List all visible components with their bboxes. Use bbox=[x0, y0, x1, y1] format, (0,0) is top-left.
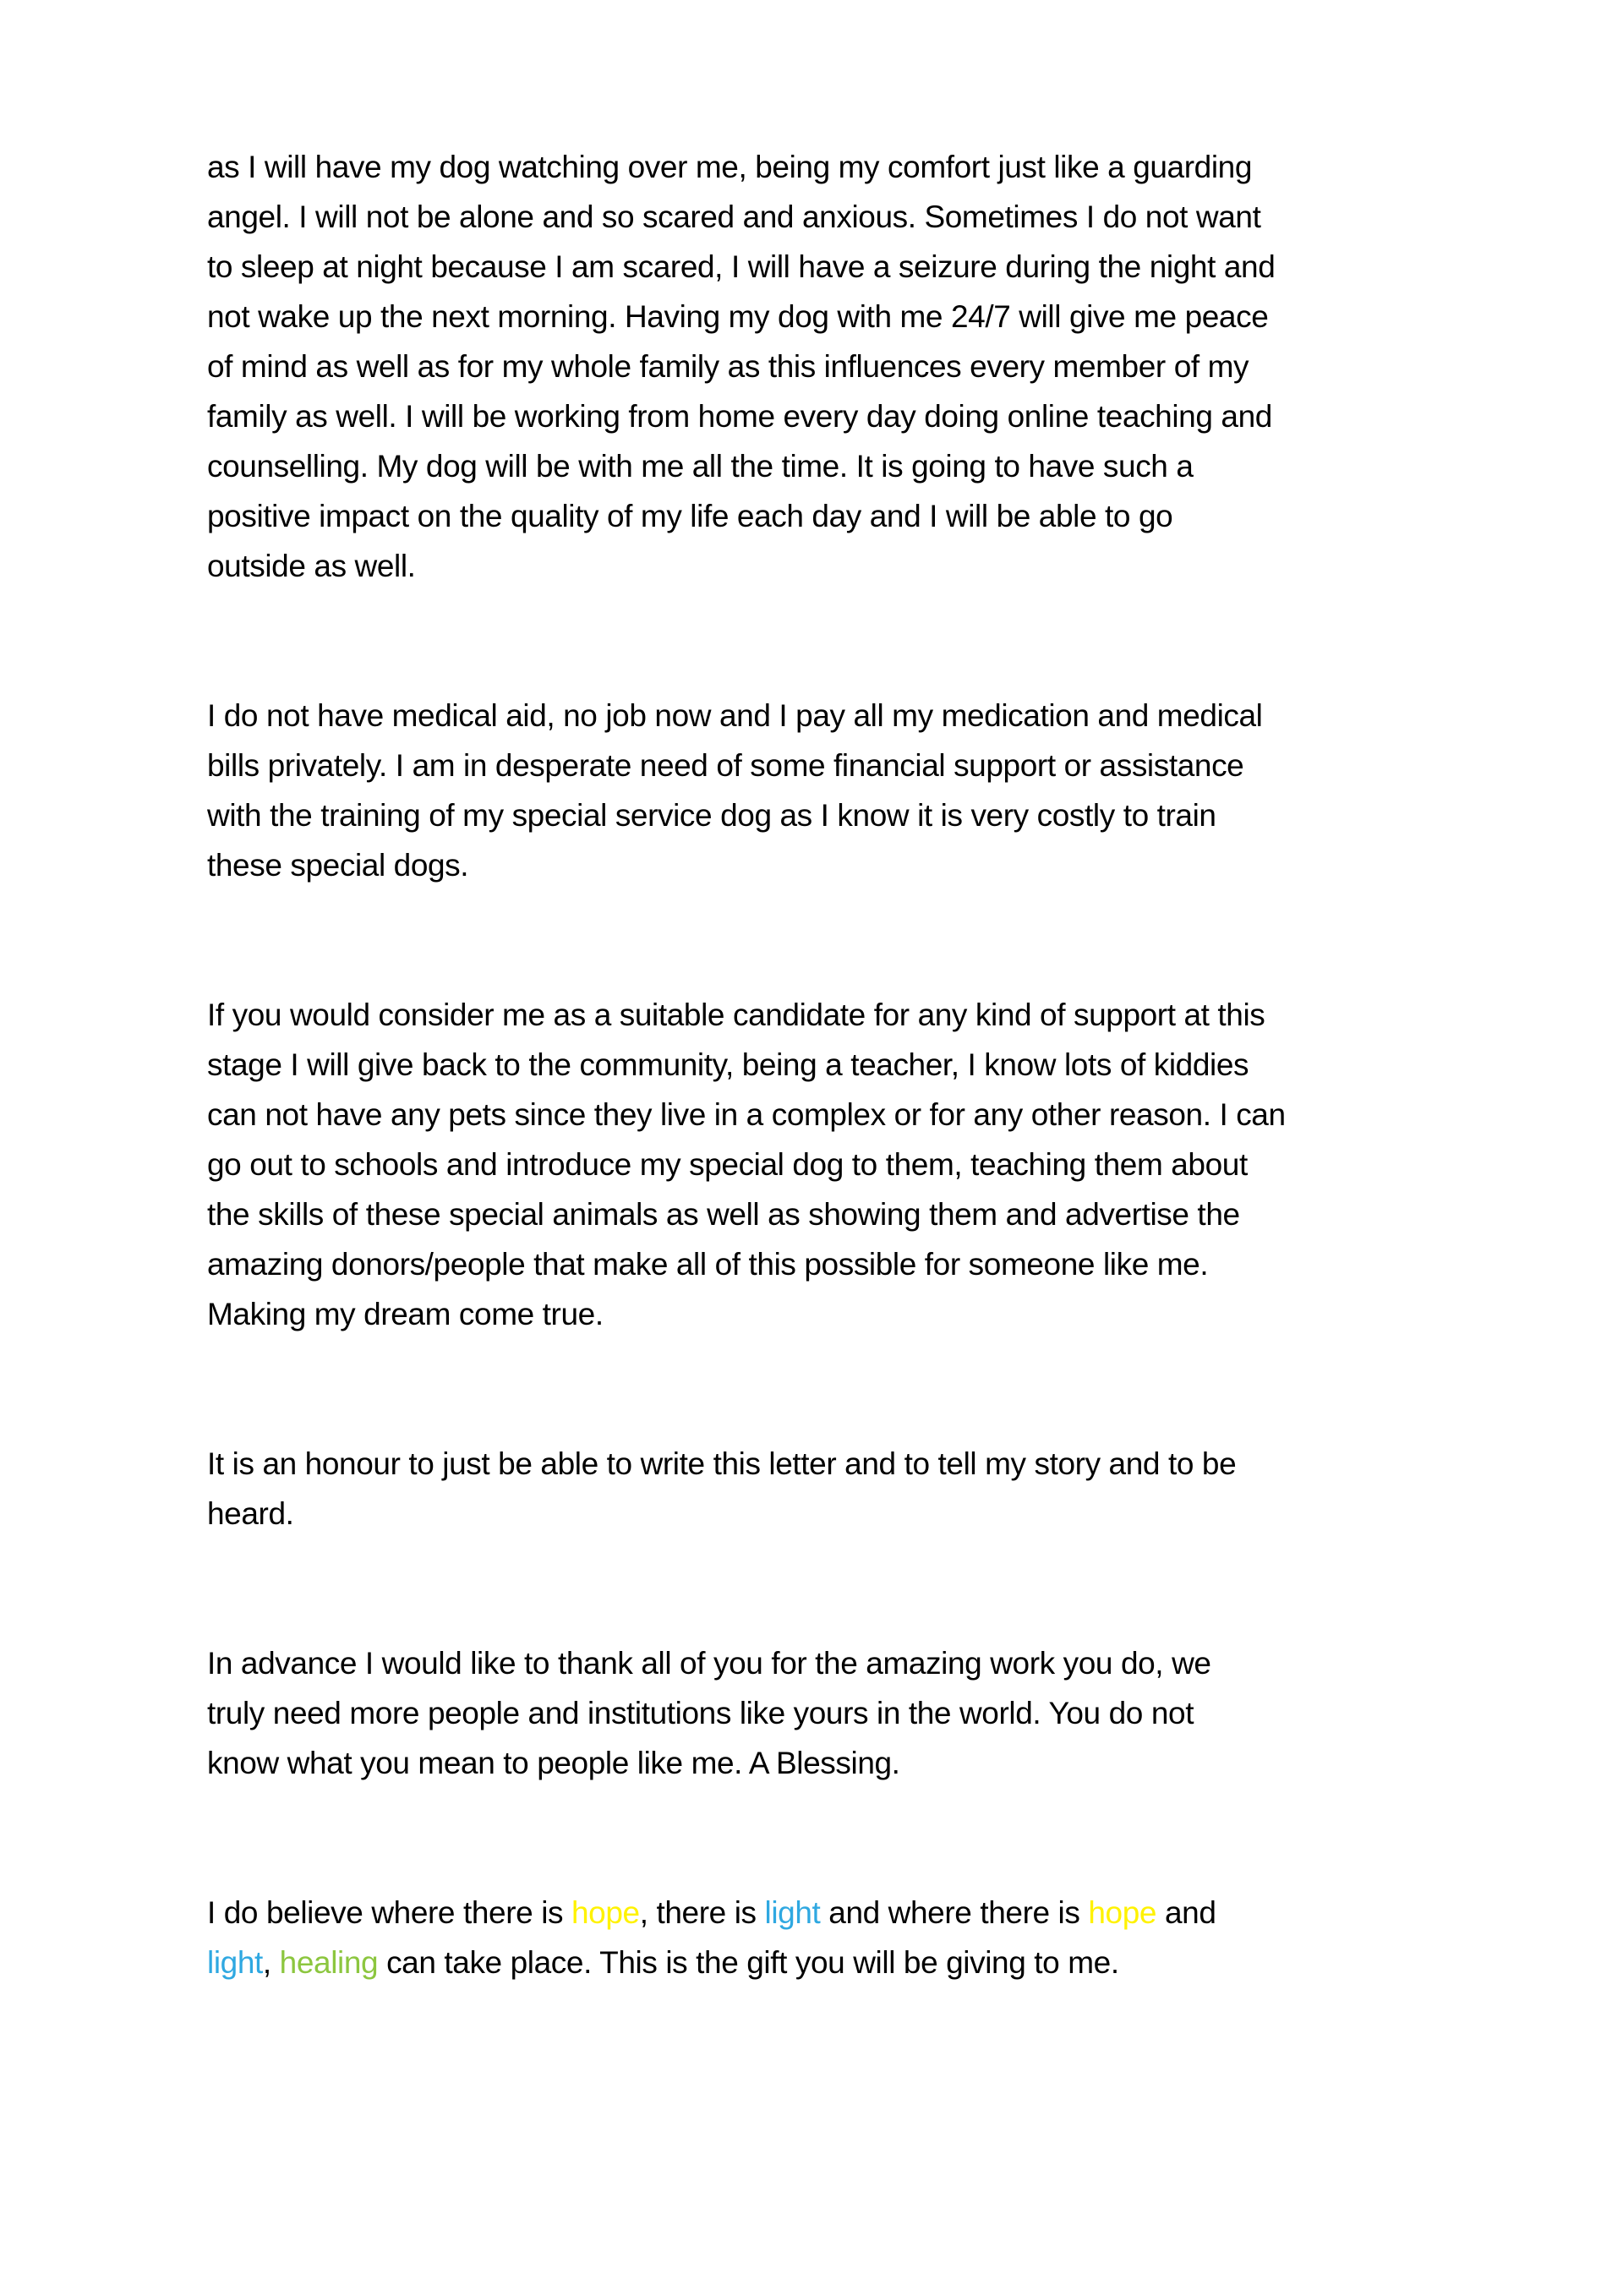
text-run: of mind as well as for my whole family as this influences every member of my bbox=[207, 349, 1249, 384]
text-run: outside as well. bbox=[207, 549, 416, 583]
text-line bbox=[207, 292, 1429, 342]
text-run: go out to schools and introduce my special dog to them, teaching them about bbox=[207, 1147, 1248, 1182]
text-line bbox=[207, 1888, 1429, 1938]
paragraph bbox=[207, 990, 1429, 1339]
text-run: stage I will give back to the community, being a teacher, I know lots of kiddies bbox=[207, 1047, 1249, 1082]
text-run: the skills of these special animals as well as showing them and advertise the bbox=[207, 1197, 1240, 1232]
text-run: and where there is bbox=[820, 1895, 1089, 1930]
text-run: Making my dream come true. bbox=[207, 1297, 604, 1331]
text-run: know what you mean to people like me. A Blessing. bbox=[207, 1746, 900, 1780]
text-line bbox=[207, 1938, 1429, 1987]
text-line bbox=[207, 1140, 1429, 1189]
text-line bbox=[207, 1738, 1429, 1788]
text-line bbox=[207, 1189, 1429, 1239]
text-run: It is an honour to just be able to write this letter and to tell my story and to be bbox=[207, 1446, 1237, 1481]
paragraph bbox=[207, 1888, 1429, 1987]
highlight-hope-word: hope bbox=[571, 1895, 640, 1930]
text-line bbox=[207, 441, 1429, 491]
text-line bbox=[207, 1638, 1429, 1688]
text-line bbox=[207, 1040, 1429, 1090]
text-run: these special dogs. bbox=[207, 848, 469, 883]
text-run: not wake up the next morning. Having my dog with me 24/7 will give me peace bbox=[207, 299, 1269, 334]
paragraph bbox=[207, 1439, 1429, 1539]
text-run: positive impact on the quality of my life each day and I will be able to go bbox=[207, 499, 1173, 533]
text-line bbox=[207, 1489, 1429, 1539]
text-line bbox=[207, 990, 1429, 1040]
text-line bbox=[207, 1289, 1429, 1339]
text-line bbox=[207, 391, 1429, 441]
text-line bbox=[207, 840, 1429, 890]
text-run: with the training of my special service dog as I know it is very costly to train bbox=[207, 798, 1216, 833]
text-line bbox=[207, 192, 1429, 242]
text-run: I do not have medical aid, no job now and I pay all my medication and medical bbox=[207, 698, 1263, 733]
text-line bbox=[207, 342, 1429, 391]
text-line bbox=[207, 491, 1429, 541]
text-run: heard. bbox=[207, 1496, 294, 1531]
text-line bbox=[207, 242, 1429, 292]
text-run: If you would consider me as a suitable candidate for any kind of support at this bbox=[207, 998, 1265, 1032]
text-run: counselling. My dog will be with me all the time. It is going to have such a bbox=[207, 449, 1194, 484]
text-line bbox=[207, 790, 1429, 840]
text-run: truly need more people and institutions like yours in the world. You do not bbox=[207, 1696, 1194, 1730]
text-line bbox=[207, 1239, 1429, 1289]
text-line bbox=[207, 691, 1429, 741]
highlight-light-word: light bbox=[207, 1945, 263, 1980]
text-run: to sleep at night because I am scared, I will have a seizure during the night and bbox=[207, 249, 1276, 284]
text-run: can take place. This is the gift you will be giving to me. bbox=[378, 1945, 1119, 1980]
paragraph bbox=[207, 1638, 1429, 1788]
paragraph bbox=[207, 142, 1429, 591]
highlight-light-word: light bbox=[764, 1895, 821, 1930]
text-run: as I will have my dog watching over me, being my comfort just like a guarding bbox=[207, 150, 1252, 184]
text-line bbox=[207, 142, 1429, 192]
paragraph bbox=[207, 691, 1429, 890]
text-run: In advance I would like to thank all of you for the amazing work you do, we bbox=[207, 1646, 1211, 1681]
text-run: family as well. I will be working from home every day doing online teaching and bbox=[207, 399, 1272, 434]
text-line bbox=[207, 741, 1429, 790]
text-run: bills privately. I am in desperate need of some financial support or assistance bbox=[207, 748, 1244, 783]
text-run: and bbox=[1156, 1895, 1216, 1930]
text-line bbox=[207, 1090, 1429, 1140]
text-run: I do believe where there is bbox=[207, 1895, 571, 1930]
text-line bbox=[207, 541, 1429, 591]
document-body bbox=[207, 142, 1429, 1987]
text-run: , there is bbox=[639, 1895, 765, 1930]
text-run: amazing donors/people that make all of this possible for someone like me. bbox=[207, 1247, 1209, 1282]
text-run: can not have any pets since they live in a complex or for any other reason. I can bbox=[207, 1097, 1286, 1132]
highlight-hope-word: hope bbox=[1088, 1895, 1157, 1930]
text-run: , bbox=[262, 1945, 280, 1980]
text-run: angel. I will not be alone and so scared and anxious. Sometimes I do not want bbox=[207, 200, 1261, 234]
highlight-healing-word: healing bbox=[279, 1945, 379, 1980]
text-line bbox=[207, 1688, 1429, 1738]
text-line bbox=[207, 1439, 1429, 1489]
